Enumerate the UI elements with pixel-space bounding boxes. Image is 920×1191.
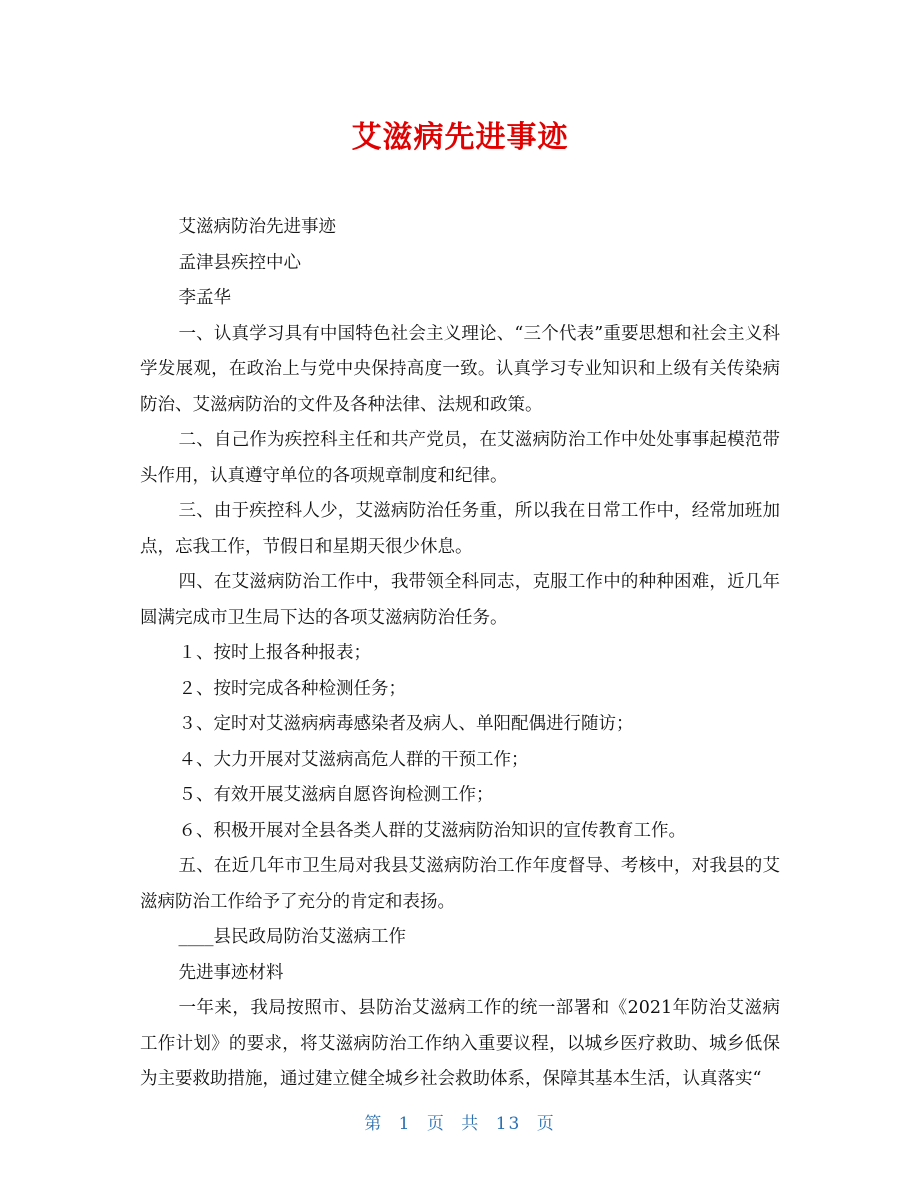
footer-total-label: 共 xyxy=(461,1114,481,1134)
paragraph-author: 李孟华 xyxy=(178,288,231,308)
paragraph: 二、自己作为疾控科主任和共产党员，在艾滋病防治工作中处处事事起模范带头作用，认真遵守单位的各项规章制度和纪律。 xyxy=(140,430,780,486)
footer-page-unit: 页 xyxy=(426,1114,446,1134)
document-title: 艾滋病先进事迹 xyxy=(351,120,569,155)
paragraph: 三、由于疾控科人少，艾滋病防治任务重，所以我在日常工作中，经常加班加点，忘我工作，节假日和星期天很少休息。 xyxy=(140,501,780,557)
paragraph: 四、在艾滋病防治工作中，我带领全科同志，克服工作中的种种困难，近几年圆满完成市卫生局下达的各项艾滋病防治任务。 xyxy=(140,572,780,628)
paragraph: 一年来，我局按照市、县防治艾滋病工作的统一部署和《2021年防治艾滋病工作计划》的要求，将艾滋病防治工作纳入重要议程，以城乡医疗救助、城乡低保为主要救助措施，通过建立健全城乡社会救助体系，保障其基本生活，认真落实“ xyxy=(140,998,780,1089)
paragraph: 一、认真学习具有中国特色社会主义理论、“三个代表”重要思想和社会主义科学发展观，在政治上与党中央保持高度一致。认真学习专业知识和上级有关传染病防治、艾滋病防治的文件及各种法律、法规和政策。 xyxy=(140,323,780,415)
list-item: ３、定时对艾滋病病毒感染者及病人、单阳配偶进行随访； xyxy=(178,714,634,734)
footer-current-page: 1 xyxy=(398,1114,412,1134)
footer-page-label: 第 xyxy=(364,1114,384,1134)
list-item: ２、按时完成各种检测任务； xyxy=(178,678,406,699)
paragraph-heading: 艾滋病防治先进事迹 xyxy=(178,217,336,237)
paragraph-subheading: ____县民政局防治艾滋病工作 xyxy=(178,927,406,947)
page-footer xyxy=(0,1112,920,1136)
document-body xyxy=(140,210,780,1098)
footer-total-pages: 13 xyxy=(495,1114,522,1134)
list-item: ６、积极开展对全县各类人群的艾滋病防治知识的宣传教育工作。 xyxy=(178,820,686,841)
paragraph-organization: 孟津县疾控中心 xyxy=(178,252,301,273)
paragraph: 五、在近几年市卫生局对我县艾滋病防治工作年度督导、考核中，对我县的艾滋病防治工作给予了充分的肯定和表扬。 xyxy=(140,856,780,912)
list-item: ４、大力开展对艾滋病高危人群的干预工作； xyxy=(178,749,529,770)
list-item: １、按时上报各种报表； xyxy=(178,643,371,663)
footer-total-unit: 页 xyxy=(536,1114,556,1134)
list-item: ５、有效开展艾滋病自愿咨询检测工作； xyxy=(178,785,494,805)
paragraph-subheading: 先进事迹材料 xyxy=(178,962,284,983)
